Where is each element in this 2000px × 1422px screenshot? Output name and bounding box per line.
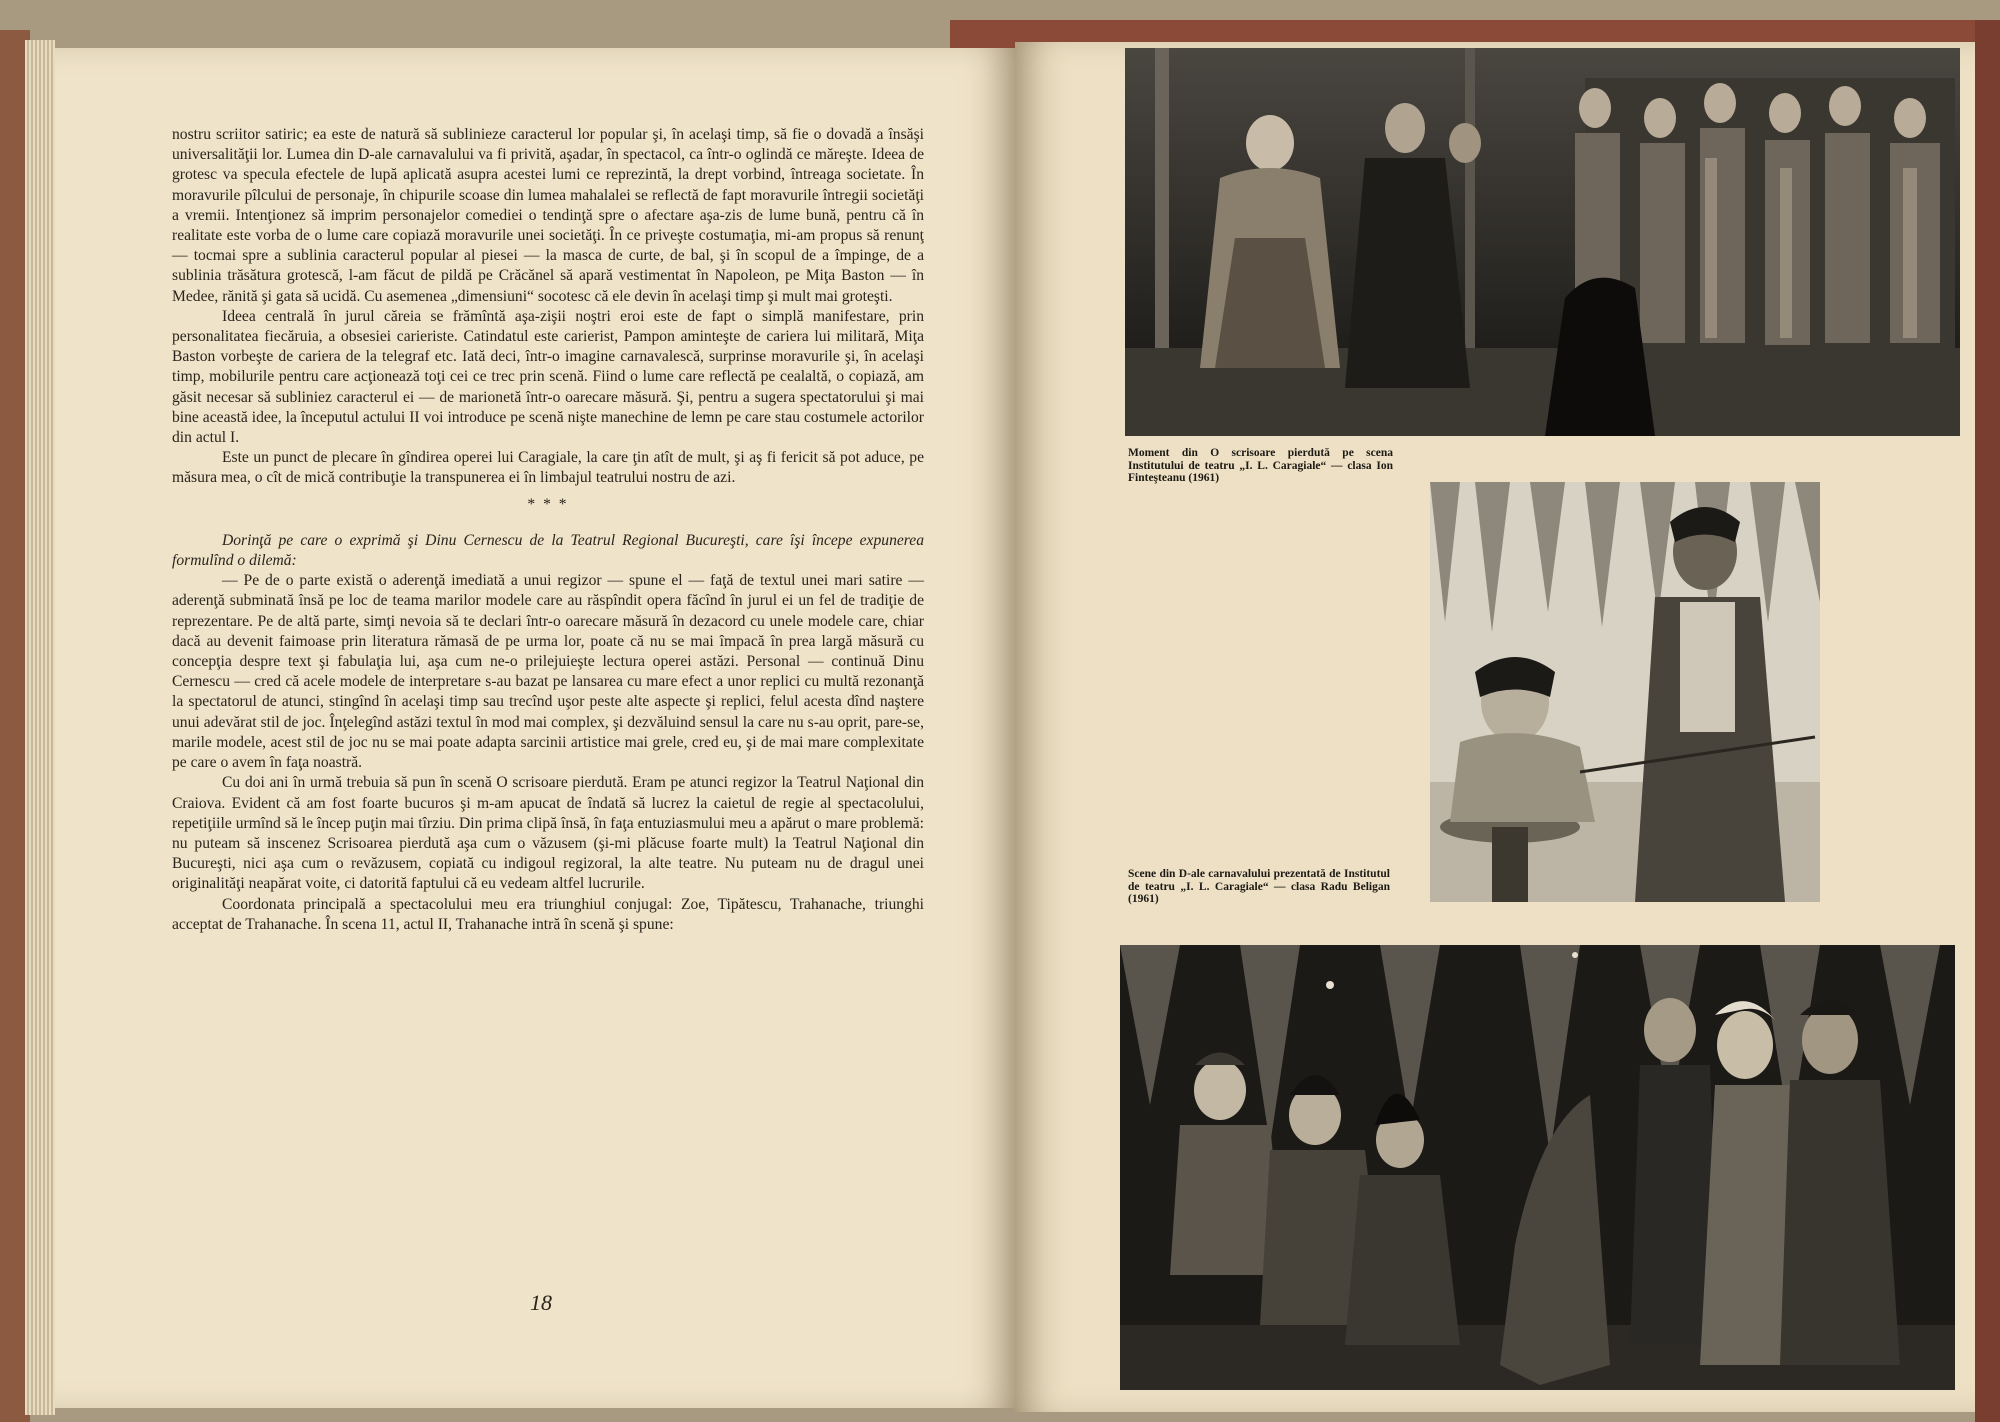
paragraph-intro-cernescu: Dorinţă pe care o exprimă şi Dinu Cernescu de la Teatrul Regional Bucureşti, care îşi începe expunerea formulînd o dilemă: bbox=[172, 531, 924, 570]
page-number: 18 bbox=[530, 1290, 552, 1315]
book-cover-right bbox=[1975, 20, 2000, 1422]
caption-scrisoare-pierduta: Moment din O scrisoare pierdută pe scena Institutului de teatru „I. L. Caragiale“ — clasa Ion Finteşteanu (1961) bbox=[1128, 447, 1393, 484]
page-edges bbox=[25, 40, 55, 1415]
section-separator: * * * bbox=[527, 495, 569, 513]
left-page-text bbox=[172, 125, 924, 935]
stage-photo-carnavalului-duo bbox=[1430, 482, 1820, 902]
paragraph-3: Este un punct de plecare în gîndirea operei lui Caragiale, la care ţin atît de mult, şi aş fi fericit să pot aduce, pe măsura mea, o cît de mică contribuţie la transpunerea ei în limbajul teatrului nostru de azi. bbox=[172, 449, 924, 487]
paragraph-2: Ideea centrală în jurul căreia se frămîntă aşa-zişii noştri eroi este de fapt o simplă manifestare, prin personalitatea fiecăruia, a obsesiei carieriste. Catindatul este carierist, Pampon aminteşte de cariera lui militară, Miţa Baston vorbeşte de cariera de la telegraf etc. Iată deci, într-o imagine carnavalescă, surprinse moravurile şi, în acelaşi timp, mobilurile pentru care acţionează toţi cei ce trec prin scenă. Fiind o lume care reflectă pe cealaltă, o copiază, am găsit necesar să subliniez caracterul ei — de marionetă într-o oarecare măsură. Şi, pentru a sugera spectatorului şi mai bine această idee, la începutul actului II voi introduce pe scenă nişte manechine de lemn pe care stau costumele actorilor din actul I. bbox=[172, 307, 924, 447]
paragraph-5: — Pe de o parte există o aderenţă imediată a unui regizor — spune el — faţă de textul unei mari satire — aderenţă subminată însă pe loc de teama marilor modele care au răspîndit opera făcînd în jurul ei un fel de tradiţie de reprezentare. Pe de altă parte, simţi nevoia să te declari într-o oarecare măsură în dezacord cu unele modele care, chiar dacă au devenit faimoase prin literatura rămasă de pe urma lor, poate că nu se mai împacă în prea largă măsură cu concepţia despre text şi fabulaţia lui, aşa cum ne-o prilejuieşte lectura operei astăzi. Personal — continuă Dinu Cernescu — cred că acele modele de interpretare s-au bazat pe lansarea cu mare efect a unor replici cu multă rezonanţă la spectatorul de atunci, stingînd în acelaşi timp sau trecînd uşor peste alte aspecte şi replici, felul acesta dînd naştere unui adevărat stil de joc. Înţelegînd astăzi textul în mod mai complex, şi dezvăluind sensul la care nu s-au oprit, pare-se, marile modele, acest stil de joc nu se mai poate adapta sarcinii artistice mai grele, cred eu, şi de mai mare complexitate pe care o avem în faţa noastră. bbox=[172, 572, 924, 772]
stage-photo-scrisoare-pierduta bbox=[1125, 48, 1960, 436]
paragraph-7: Coordonata principală a spectacolului meu era triunghiul conjugal: Zoe, Tipătescu, Trahanache, triunghi acceptat de Trahanache. În scena 11, actul II, Trahanache intră în scenă şi spune: bbox=[172, 895, 924, 933]
stage-photo-carnavalului-group bbox=[1120, 945, 1955, 1390]
paragraph-6: Cu doi ani în urmă trebuia să pun în scenă O scrisoare pierdută. Eram pe atunci regizor la Teatrul Naţional din Craiova. Evident că am fost foarte bucuros şi m-am apucat de îndată să lucrez la caietul de regie al spectacolului, repetiţiile urmînd să le încep puţin mai tîrziu. Din prima clipă însă, în faţa entuziasmului meu a apărut o mare problemă: nu puteam să inscenez Scrisoarea pierdută aşa cum o văzusem (şi-mi plăcuse foarte mult) la Teatrul Naţional din Bucureşti, nici aşa cum o revăzusem, copiată cu indigoul regizoral, la alte teatre. Nu puteam nu de dragul unei originalităţi neapărat voite, ci datorită faptului că eu vedeam altfel lucrurile. bbox=[172, 774, 924, 893]
paragraph-1: nostru scriitor satiric; ea este de natură să sublinieze caracterul lor popular şi, în acelaşi timp, să fie o dovadă a însăşi universalităţii lor. Lumea din D-ale carnavalului va fi privită, aşadar, în spectacol, ca într-o oglindă ce măreşte. Ideea de grotesc va specula efectele de lupă aplicată asupra acestei lumi ce reprezintă, la drept vorbind, întreaga societate. În moravurile pîlcului de personaje, în chipurile scoase din lumea mahalalei se reflectă de fapt moravurile întregii societăţi a vremii. Intenţionez să imprim personajelor comediei o tendinţă spre o afectare aşa-zis de lume bună, pentru că în realitate este vorba de o lume care copiază moravurile unei societăţi. În ce priveşte costumaţia, mi-am propus să renunţ — tocmai spre a sublinia caracterul popular al piesei — la masca de curte, de bal, şi în scopul de a împinge, de a sublinia trăsătura grotescă, l-am făcut de pildă pe Crăcănel să apară vestimentat în Napoleon, pe Miţa Baston — în Medee, rănită şi gata să ucidă. Cu asemenea „dimensiuni“ socotesc că ele devin în acelaşi timp şi mult mai groteşti. bbox=[172, 126, 924, 305]
caption-carnavalului: Scene din D-ale carnavalului prezentată de Institutul de teatru „I. L. Caragiale“ — clasa Radu Beligan (1961) bbox=[1128, 868, 1390, 905]
